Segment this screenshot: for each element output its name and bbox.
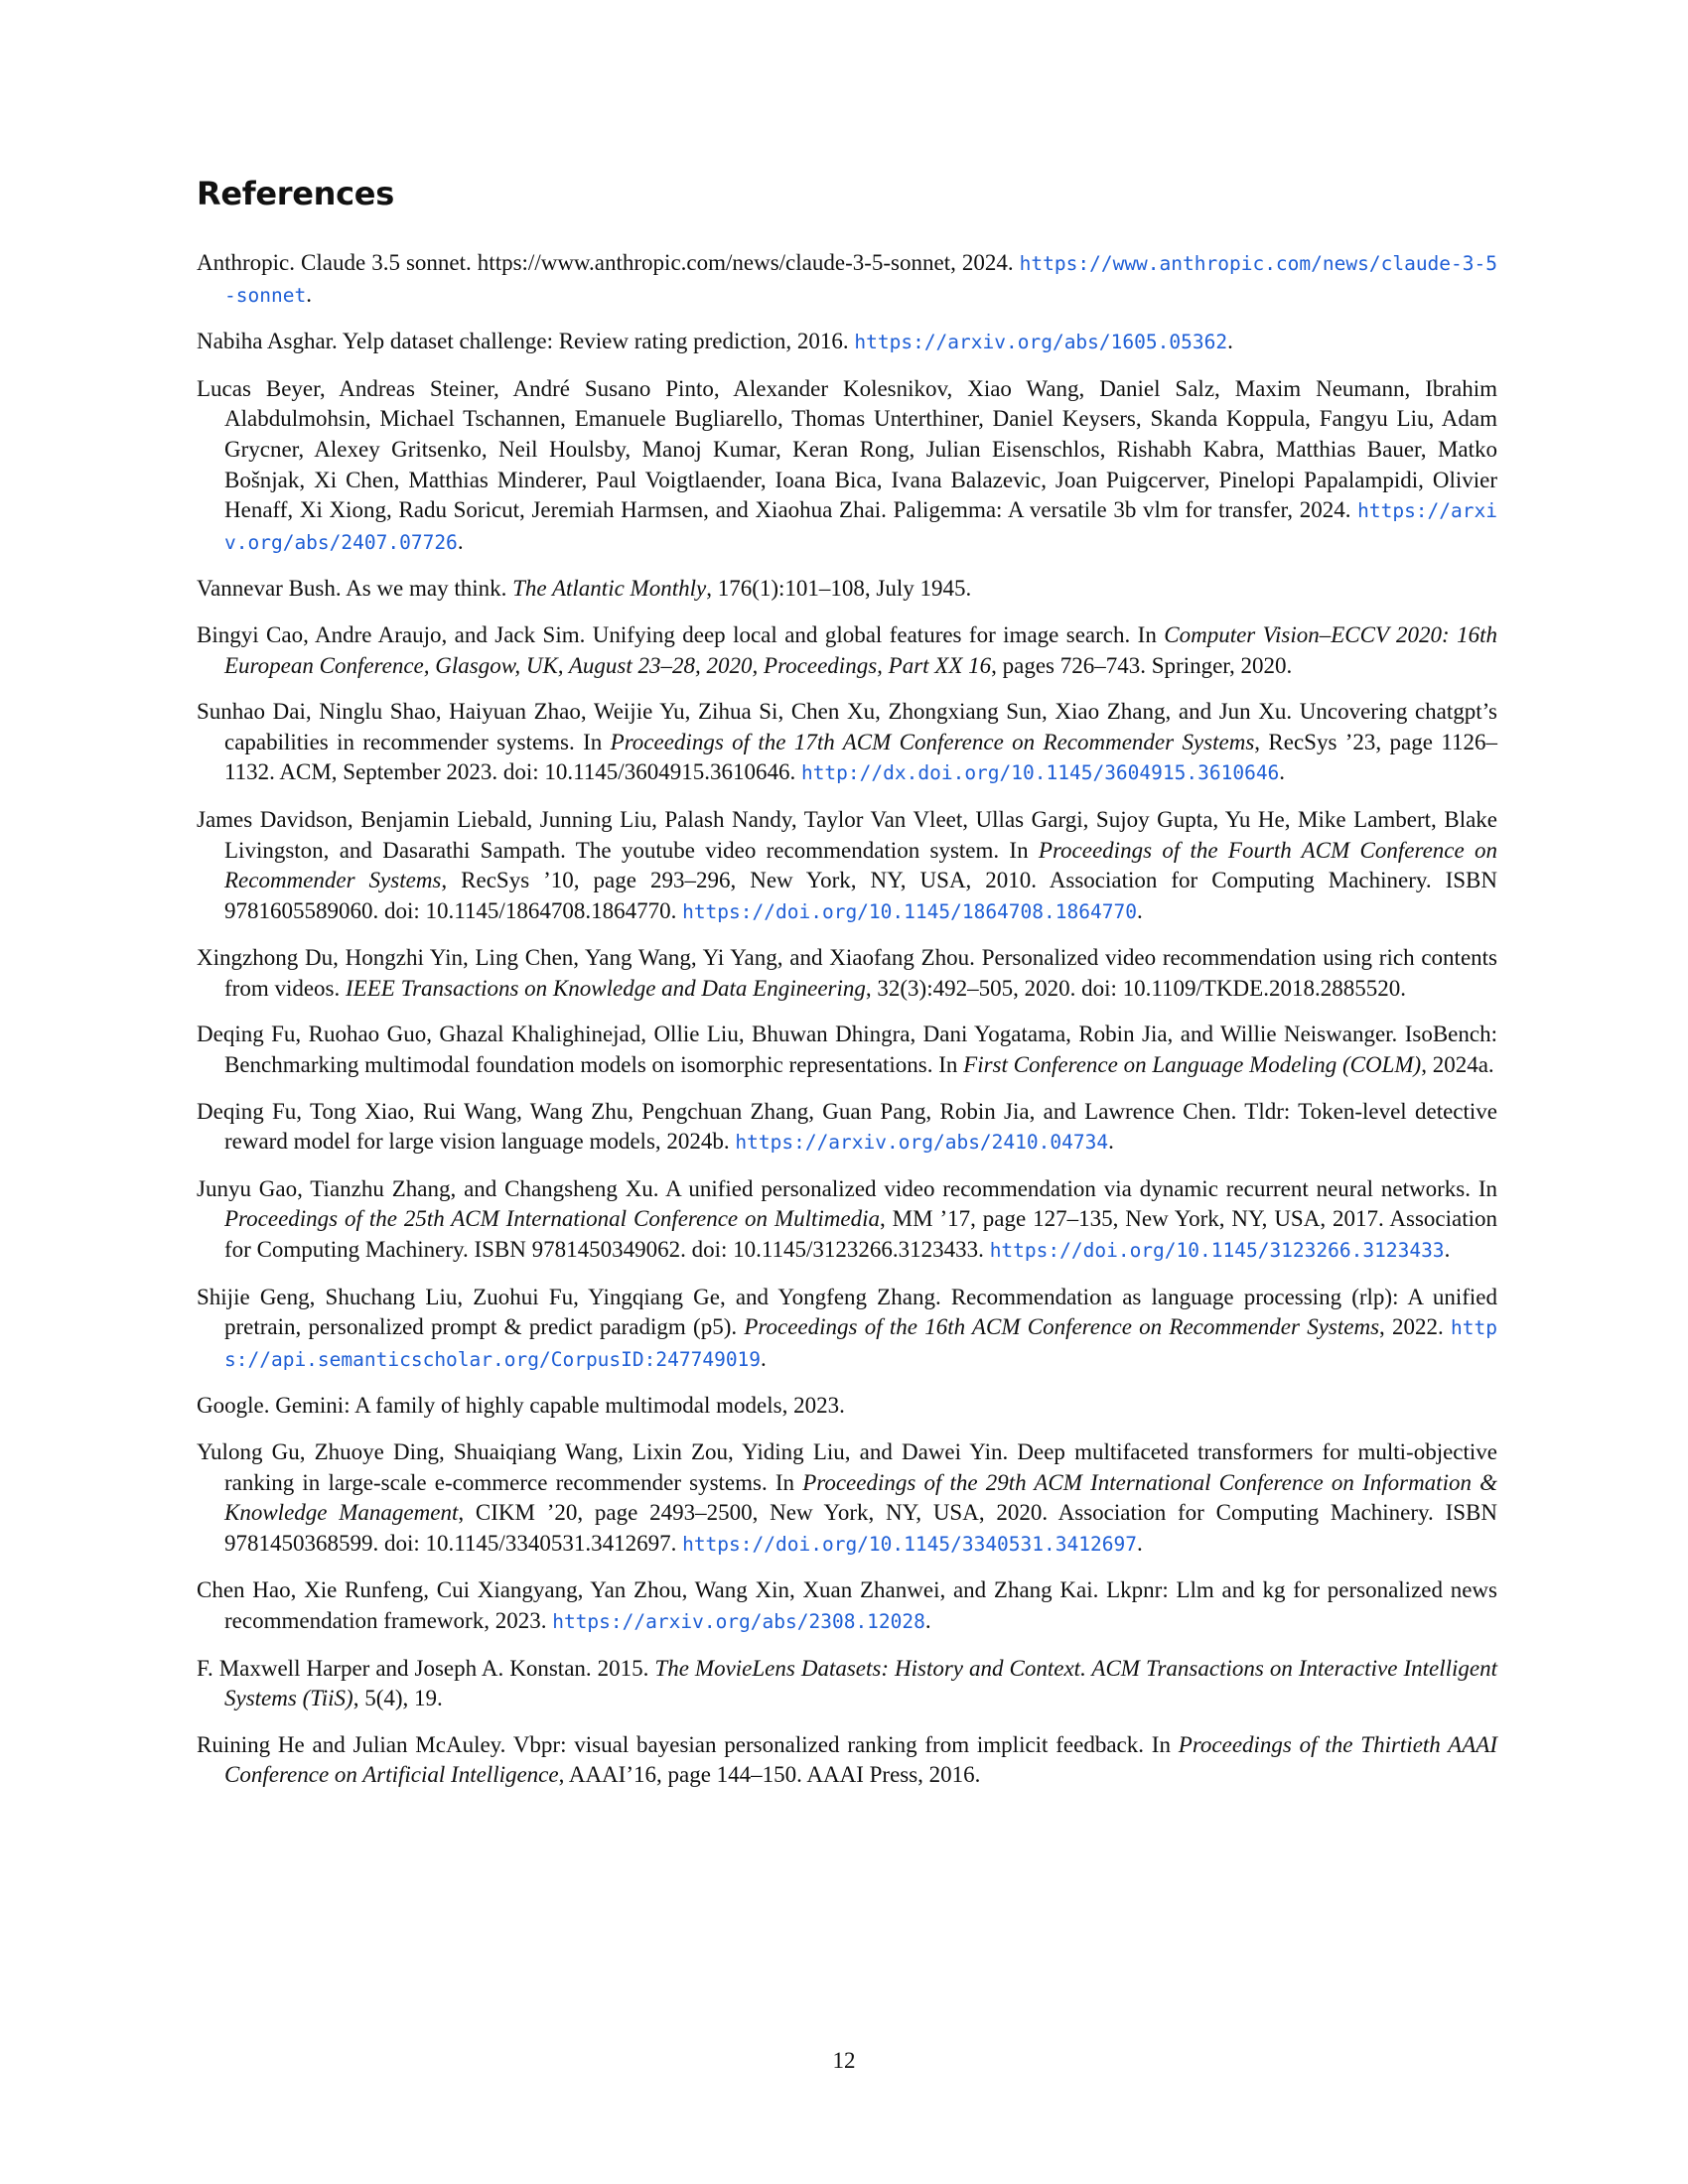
section-heading: References: [197, 175, 394, 212]
reference-link[interactable]: https://doi.org/10.1145/1864708.1864770: [682, 899, 1137, 923]
reference-item: [197, 1097, 1497, 1159]
reference-text: Chen Hao, Xie Runfeng, Cui Xiangyang, Yan Zhou, Wang Xin, Xuan Zhanwei, and Zhang Kai. Lkpnr: Llm and kg for personalized news recommendation framework, 2023.: [197, 1577, 1497, 1633]
reference-venue: First Conference on Language Modeling (COLM): [963, 1052, 1422, 1078]
reference-venue: Computer Vision–ECCV 2020: 16th European Conference, Glasgow, UK, August 23–28, 2020, Proceedings, Part XX 16: [224, 621, 1497, 678]
reference-text-continued: , CIKM ’20, page 2493–2500, New York, NY, USA, 2020. Association for Computing Machinery. ISBN 9781450368599. doi: 10.1145/3340531.3412697.: [224, 1500, 1497, 1556]
reference-text-continued: , 32(3):492–505, 2020. doi: 10.1109/TKDE.2018.2885520.: [865, 975, 1406, 1001]
reference-link[interactable]: https://www.anthropic.com/news/claude-3-5-sonnet: [224, 252, 1497, 307]
reference-text: Sunhao Dai, Ninglu Shao, Haiyuan Zhao, Weijie Yu, Zihua Si, Chen Xu, Zhongxiang Sun, Xiao Zhang, and Jun Xu. Uncovering chatgpt’s capabilities in recommender systems. In: [197, 699, 1497, 754]
reference-venue: Proceedings of the 25th ACM International Conference on Multimedia: [224, 1206, 880, 1232]
reference-text: Deqing Fu, Ruohao Guo, Ghazal Khalighinejad, Ollie Liu, Bhuwan Dhingra, Dani Yogatama, Robin Jia, and Willie Neiswanger. IsoBench: Benchmarking multimodal foundation models on isomorphic representations. In: [197, 1022, 1497, 1078]
reference-end: .: [761, 1345, 767, 1371]
reference-text: Ruining He and Julian McAuley. Vbpr: visual bayesian personalized ranking from implicit feedback. In: [197, 1731, 1179, 1757]
reference-text-continued: , 5(4), 19.: [352, 1686, 443, 1711]
reference-item: [197, 1575, 1497, 1637]
reference-text: Bingyi Cao, Andre Araujo, and Jack Sim. Unifying deep local and global features for image search. In: [197, 621, 1165, 647]
reference-end: .: [1444, 1237, 1451, 1263]
reference-end: .: [306, 281, 312, 307]
reference-item: [197, 374, 1497, 559]
reference-link[interactable]: https://api.semanticscholar.org/CorpusID:247749019: [224, 1316, 1497, 1371]
reference-venue: The MovieLens Datasets: History and Context. ACM Transactions on Interactive Intelligent Systems (TiiS): [224, 1655, 1497, 1711]
reference-link[interactable]: http://dx.doi.org/10.1145/3604915.3610646: [800, 761, 1280, 785]
reference-end: .: [1136, 1530, 1143, 1556]
reference-venue: Proceedings of the 16th ACM Conference on Recommender Systems: [744, 1314, 1380, 1340]
reference-link[interactable]: https://arxiv.org/abs/2410.04734: [735, 1131, 1109, 1155]
reference-link[interactable]: https://doi.org/10.1145/3123266.3123433: [989, 1239, 1445, 1263]
reference-text-continued: , 2022.: [1379, 1314, 1452, 1340]
reference-item: [197, 1391, 1497, 1422]
reference-end: .: [457, 528, 464, 554]
reference-item: [197, 943, 1497, 1004]
reference-end: .: [924, 1607, 931, 1633]
reference-text-continued: , pages 726–743. Springer, 2020.: [991, 652, 1293, 678]
reference-link[interactable]: https://arxiv.org/abs/2308.12028: [552, 1609, 925, 1633]
reference-venue: Proceedings of the 17th ACM Conference on Recommender Systems: [610, 729, 1255, 754]
reference-item: [197, 574, 1497, 605]
reference-item: [197, 248, 1497, 311]
reference-text: Vannevar Bush. As we may think.: [197, 576, 513, 602]
reference-text: Yulong Gu, Zhuoye Ding, Shuaiqiang Wang, Lixin Zou, Yiding Liu, and Dawei Yin. Deep multifaceted transformers for multi-objective ranking in large-scale e-commerce recommender systems. In: [197, 1439, 1497, 1495]
reference-text: Shijie Geng, Shuchang Liu, Zuohui Fu, Yingqiang Ge, and Yongfeng Zhang. Recommendation as language processing (rlp): A unified pretrain, personalized prompt & predict paradigm (p5).: [197, 1284, 1497, 1340]
reference-end: .: [1136, 897, 1143, 923]
reference-venue: Proceedings of the Fourth ACM Conference on Recommender Systems: [224, 837, 1497, 893]
reference-text-continued: , RecSys ’23, page 1126–1132. ACM, September 2023. doi: 10.1145/3604915.3610646.: [224, 729, 1497, 785]
reference-item: [197, 1730, 1497, 1791]
reference-text: Lucas Beyer, Andreas Steiner, André Susano Pinto, Alexander Kolesnikov, Xiao Wang, Daniel Salz, Maxim Neumann, Ibrahim Alabdulmohsin, Michael Tschannen, Emanuele Bugliarello, Thomas Unterthiner, Daniel Keysers, Skanda Koppula, Fangyu Liu, Adam Grycner, Alexey Gritsenko, Neil Houlsby, Manoj Kumar, Keran Rong, Julian Eisenschlos, Rishabh Kabra, Matthias Bauer, Matko Bošnjak, Xi Chen, Matthias Minderer, Paul Voigtlaender, Ioana Bica, Ivana Balazevic, Joan Puigcerver, Pinelopi Papalampidi, Olivier Henaff, Xi Xiong, Radu Soricut, Jeremiah Harmsen, and Xiaohua Zhai. Paligemma: A versatile 3b vlm for transfer, 2024.: [197, 375, 1497, 523]
reference-item: [197, 1654, 1497, 1714]
reference-item: [197, 805, 1497, 927]
reference-text: James Davidson, Benjamin Liebald, Junning Liu, Palash Nandy, Taylor Van Vleet, Ullas Gargi, Sujoy Gupta, Yu He, Mike Lambert, Blake Livingston, and Dasarathi Sampath. The youtube video recommendation system. In: [197, 806, 1497, 863]
reference-text: Google. Gemini: A family of highly capable multimodal models, 2023.: [197, 1393, 845, 1419]
reference-link[interactable]: https://doi.org/10.1145/3340531.3412697: [682, 1532, 1137, 1556]
reference-text-continued: , RecSys ’10, page 293–296, New York, NY, USA, 2010. Association for Computing Machinery. ISBN 9781605589060. doi: 10.1145/1864708.1864770.: [224, 868, 1498, 923]
reference-item: [197, 327, 1497, 358]
reference-item: [197, 1437, 1497, 1560]
reference-link[interactable]: https://arxiv.org/abs/1605.05362: [854, 331, 1228, 354]
reference-end: .: [1279, 759, 1286, 785]
reference-venue: IEEE Transactions on Knowledge and Data Engineering: [346, 975, 866, 1001]
reference-text-continued: , 176(1):101–108, July 1945.: [706, 576, 972, 602]
reference-text-continued: , 2024a.: [1421, 1052, 1494, 1078]
reference-text: Nabiha Asghar. Yelp dataset challenge: Review rating prediction, 2016.: [197, 329, 855, 354]
reference-text: Deqing Fu, Tong Xiao, Rui Wang, Wang Zhu, Pengchuan Zhang, Guan Pang, Robin Jia, and Lawrence Chen. Tldr: Token-level detective reward model for large vision language models, 2024b.: [197, 1098, 1497, 1155]
reference-item: [197, 1174, 1497, 1267]
reference-text-continued: , MM ’17, page 127–135, New York, NY, USA, 2017. Association for Computing Machinery. ISBN 9781450349062. doi: 10.1145/3123266.3123433.: [224, 1206, 1497, 1263]
reference-item: [197, 1020, 1497, 1080]
reference-end: .: [1227, 329, 1233, 354]
page-number: 12: [832, 2048, 856, 2073]
reference-item: [197, 697, 1497, 789]
reference-link[interactable]: https://arxiv.org/abs/2407.07726: [224, 499, 1497, 554]
reference-end: .: [1108, 1129, 1114, 1155]
reference-text: Junyu Gao, Tianzhu Zhang, and Changsheng Xu. A unified personalized video recommendation via dynamic recurrent neural networks. In: [197, 1175, 1497, 1201]
reference-venue: Proceedings of the 29th ACM International Conference on Information & Knowledge Management: [224, 1469, 1497, 1526]
reference-list: [197, 248, 1497, 1807]
reference-text-continued: , AAAI’16, page 144–150. AAAI Press, 2016.: [558, 1762, 981, 1788]
reference-text: Anthropic. Claude 3.5 sonnet. https://www.anthropic.com/news/claude-3-5-sonnet, 2024.: [197, 250, 1020, 275]
reference-item: [197, 620, 1497, 681]
reference-venue: Proceedings of the Thirtieth AAAI Conference on Artificial Intelligence: [224, 1731, 1497, 1788]
reference-text: F. Maxwell Harper and Joseph A. Konstan. 2015.: [197, 1655, 655, 1681]
reference-venue: The Atlantic Monthly: [512, 576, 707, 602]
reference-text: Xingzhong Du, Hongzhi Yin, Ling Chen, Yang Wang, Yi Yang, and Xiaofang Zhou. Personalized video recommendation using rich contents from videos.: [197, 945, 1497, 1001]
reference-item: [197, 1283, 1497, 1376]
